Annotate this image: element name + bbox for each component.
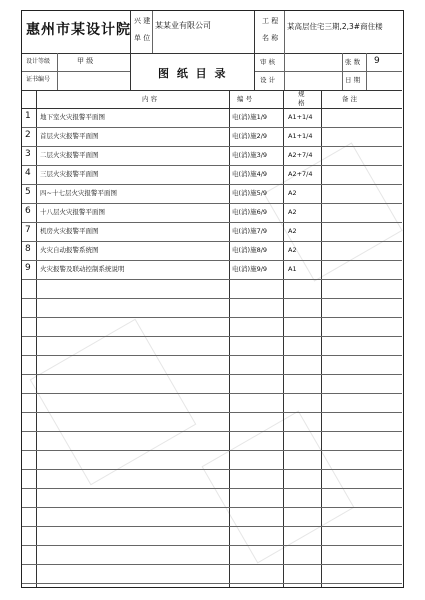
row-code: 电(消)施6/9 (232, 208, 268, 216)
document-title: 图 纸 目 录 (158, 67, 228, 80)
row-spec: A1+1/4 (288, 132, 313, 140)
column-header-spec: 规 (298, 90, 305, 98)
sheet-count-label: 张 数 (345, 58, 361, 66)
row-number: 5 (25, 187, 31, 197)
row-code: 电(消)施5/9 (232, 189, 268, 197)
institute-name: 惠州市某设计院 (26, 22, 131, 38)
client-name: 某某业有限公司 (155, 21, 211, 30)
row-code: 电(消)施1/9 (232, 113, 268, 121)
row-content: 三层火灾报警平面图 (40, 170, 99, 178)
column-header-number: 编 号 (237, 95, 253, 103)
row-spec: A1 (288, 265, 297, 273)
row-code: 电(消)施9/9 (232, 265, 268, 273)
row-number: 4 (25, 168, 31, 178)
table-row (22, 146, 402, 165)
review-label: 审 核 (260, 58, 276, 66)
project-name: 某高层住宅三期,2,3#商住楼 (287, 22, 383, 31)
date-label: 日 期 (345, 76, 361, 84)
row-content: 火灾报警及联动控制系统说明 (40, 265, 125, 273)
client-label: 单 位 (134, 34, 151, 42)
row-code: 电(消)施7/9 (232, 227, 268, 235)
row-spec: A2 (288, 246, 297, 254)
row-content: 十八层火灾报警平面图 (40, 208, 105, 216)
row-content: 火灾自动报警系统图 (40, 246, 99, 254)
row-code: 电(消)施4/9 (232, 170, 268, 178)
project-label: 名 称 (262, 34, 279, 42)
row-spec: A1+1/4 (288, 113, 313, 121)
client-label: 兴 建 (134, 17, 151, 25)
row-number: 8 (25, 244, 31, 254)
watermark-shape (202, 411, 355, 564)
table-row (22, 241, 402, 260)
table-row (22, 165, 402, 184)
row-number: 2 (25, 130, 31, 140)
column-header-note: 备 注 (342, 95, 358, 103)
row-number: 9 (25, 263, 31, 273)
row-number: 3 (25, 149, 31, 159)
table-row (22, 203, 402, 222)
design-label: 设 计 (260, 76, 276, 84)
row-spec: A2+7/4 (288, 151, 313, 159)
row-code: 电(消)施8/9 (232, 246, 268, 254)
row-code: 电(消)施2/9 (232, 132, 268, 140)
table-row (22, 260, 402, 279)
table-row (22, 108, 402, 127)
row-content: 地下室火灾报警平面图 (40, 113, 105, 121)
table-row (22, 222, 402, 241)
sheet-count-value: 9 (374, 56, 380, 66)
watermark-shape (30, 319, 197, 486)
cert-number-label: 证书编号 (26, 76, 51, 83)
row-spec: A2 (288, 208, 297, 216)
row-code: 电(消)施3/9 (232, 151, 268, 159)
row-content: 二层火灾报警平面图 (40, 151, 99, 159)
table-row (22, 184, 402, 203)
design-level-value: 甲 级 (77, 57, 94, 65)
row-number: 6 (25, 206, 31, 216)
drawing-index-sheet (21, 10, 404, 588)
column-header-content: 内 容 (142, 95, 158, 103)
row-spec: A2+7/4 (288, 170, 313, 178)
column-header-spec: 格 (298, 99, 305, 107)
row-content: 首层火灾报警平面图 (40, 132, 99, 140)
row-spec: A2 (288, 227, 297, 235)
design-level-label: 设计等级 (26, 58, 51, 65)
row-number: 1 (25, 111, 31, 121)
table-row (22, 127, 402, 146)
row-spec: A2 (288, 189, 297, 197)
row-content: 机房火灾报警平面图 (40, 227, 99, 235)
project-label: 工 程 (262, 17, 279, 25)
row-content: 四~十七层火灾报警平面图 (40, 189, 117, 197)
row-number: 7 (25, 225, 31, 235)
